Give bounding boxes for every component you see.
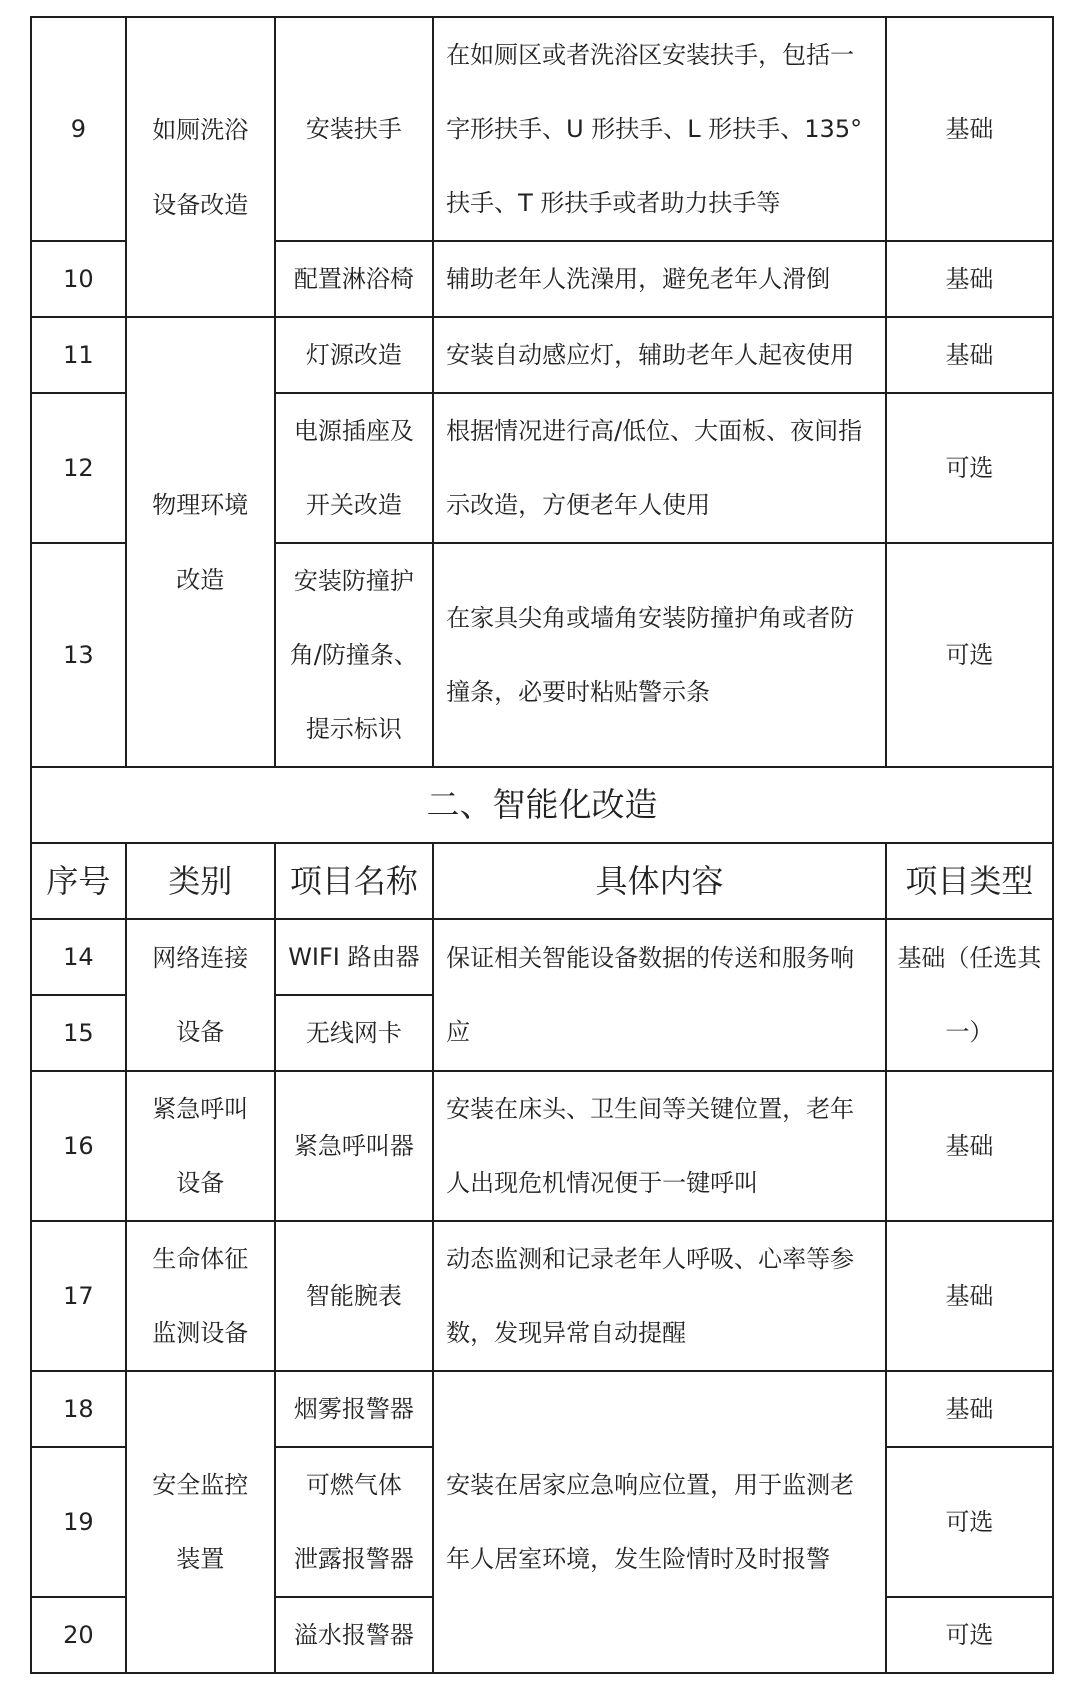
category-cell xyxy=(126,317,275,767)
content-line: 年人居室环境，发生险情时及时报警 xyxy=(446,1545,831,1573)
item-name-cell: 智能腕表 xyxy=(275,1221,433,1371)
type-cell: 可选 xyxy=(886,1597,1053,1673)
content-line: 人出现危机情况便于一键呼叫 xyxy=(446,1169,759,1197)
row-number: 13 xyxy=(31,543,126,767)
type-cell: 基础 xyxy=(886,1371,1053,1447)
item-name-line: 泄露报警器 xyxy=(293,1545,414,1573)
type-cell: 基础 xyxy=(886,317,1053,393)
category-line: 生命体征 xyxy=(152,1245,249,1273)
item-name-line: 电源插座及 xyxy=(293,417,414,445)
content-line: 保证相关智能设备数据的传送和服务响 xyxy=(446,944,855,972)
content-line: 安装在床头、卫生间等关键位置，老年 xyxy=(446,1095,855,1123)
item-name-cell: 安装扶手 xyxy=(275,17,433,241)
item-name-cell: 烟雾报警器 xyxy=(275,1371,433,1447)
header-content: 具体内容 xyxy=(433,843,886,919)
category-cell xyxy=(126,1371,275,1673)
row-number: 17 xyxy=(31,1221,126,1371)
item-name-cell: 紧急呼叫器 xyxy=(275,1071,433,1221)
table-row xyxy=(31,919,1053,995)
category-line: 物理环境 xyxy=(152,491,249,519)
content-line: 示改造，方便老年人使用 xyxy=(446,491,711,519)
category-cell xyxy=(126,17,275,317)
category-line: 如厕洗浴 xyxy=(152,116,249,144)
category-cell xyxy=(126,1071,275,1221)
item-name-cell xyxy=(275,1447,433,1597)
document-page xyxy=(30,16,1054,1674)
row-number: 11 xyxy=(31,317,126,393)
category-cell xyxy=(126,1221,275,1371)
content-cell xyxy=(433,543,886,767)
row-number: 19 xyxy=(31,1447,126,1597)
table-row xyxy=(31,1221,1053,1371)
item-name-cell xyxy=(275,543,433,767)
item-name-line: 可燃气体 xyxy=(305,1471,402,1499)
type-cell: 可选 xyxy=(886,543,1053,767)
header-category: 类别 xyxy=(126,843,275,919)
type-cell: 可选 xyxy=(886,1447,1053,1597)
type-cell: 基础 xyxy=(886,1071,1053,1221)
type-line: 一） xyxy=(945,1018,994,1046)
category-line: 紧急呼叫 xyxy=(152,1095,249,1123)
content-cell xyxy=(433,393,886,543)
renovation-table xyxy=(30,16,1054,1674)
category-line: 监测设备 xyxy=(152,1319,249,1347)
content-line: 在如厕区或者洗浴区安装扶手，包括一 xyxy=(446,41,855,69)
table-row xyxy=(31,1071,1053,1221)
item-name-cell: 溢水报警器 xyxy=(275,1597,433,1673)
item-name-cell: 灯源改造 xyxy=(275,317,433,393)
row-number: 18 xyxy=(31,1371,126,1447)
content-cell xyxy=(433,919,886,1071)
type-line: 基础（任选其 xyxy=(897,944,1042,972)
content-line: 安装在居家应急响应位置，用于监测老 xyxy=(446,1471,855,1499)
row-number: 14 xyxy=(31,919,126,995)
table-row xyxy=(31,1371,1053,1447)
item-name-cell: WIFI 路由器 xyxy=(275,919,433,995)
item-name-cell: 配置淋浴椅 xyxy=(275,241,433,317)
content-cell: 安装自动感应灯，辅助老年人起夜使用 xyxy=(433,317,886,393)
content-line: 应 xyxy=(446,1018,471,1046)
section-row xyxy=(31,767,1053,843)
type-cell: 可选 xyxy=(886,393,1053,543)
content-cell xyxy=(433,1371,886,1673)
row-number: 10 xyxy=(31,241,126,317)
category-line: 装置 xyxy=(176,1545,225,1573)
content-cell xyxy=(433,17,886,241)
table-row xyxy=(31,317,1053,393)
row-number: 20 xyxy=(31,1597,126,1673)
row-number: 9 xyxy=(31,17,126,241)
content-line: 字形扶手、U 形扶手、L 形扶手、135° xyxy=(446,115,863,143)
content-line: 动态监测和记录老年人呼吸、心率等参 xyxy=(446,1245,855,1273)
table-row xyxy=(31,17,1053,241)
content-cell xyxy=(433,1221,886,1371)
content-cell xyxy=(433,1071,886,1221)
item-name-line: 提示标识 xyxy=(305,715,402,743)
category-line: 设备 xyxy=(176,1169,225,1197)
row-number: 12 xyxy=(31,393,126,543)
item-name-line: 开关改造 xyxy=(305,491,402,519)
type-cell: 基础 xyxy=(886,1221,1053,1371)
content-line: 扶手、T 形扶手或者助力扶手等 xyxy=(446,189,781,217)
category-line: 网络连接 xyxy=(152,944,249,972)
content-line: 撞条，必要时粘贴警示条 xyxy=(446,678,711,706)
category-line: 安全监控 xyxy=(152,1471,249,1499)
content-line: 数，发现异常自动提醒 xyxy=(446,1319,687,1347)
category-cell xyxy=(126,919,275,1071)
item-name-line: 安装防撞护 xyxy=(293,567,414,595)
content-line: 根据情况进行高/低位、大面板、夜间指 xyxy=(446,417,863,445)
category-line: 改造 xyxy=(176,566,225,594)
item-name-cell xyxy=(275,393,433,543)
header-item-name: 项目名称 xyxy=(275,843,433,919)
row-number: 16 xyxy=(31,1071,126,1221)
item-name-line: 角/防撞条、 xyxy=(289,641,418,669)
content-line: 在家具尖角或墙角安装防撞护角或者防 xyxy=(446,604,855,632)
type-cell: 基础 xyxy=(886,17,1053,241)
content-cell: 辅助老年人洗澡用，避免老年人滑倒 xyxy=(433,241,886,317)
section-title: 二、智能化改造 xyxy=(31,767,1053,843)
category-line: 设备 xyxy=(176,1018,225,1046)
category-line: 设备改造 xyxy=(152,191,249,219)
type-cell: 基础 xyxy=(886,241,1053,317)
item-name-cell: 无线网卡 xyxy=(275,995,433,1071)
header-type: 项目类型 xyxy=(886,843,1053,919)
row-number: 15 xyxy=(31,995,126,1071)
header-row xyxy=(31,843,1053,919)
type-cell xyxy=(886,919,1053,1071)
header-no: 序号 xyxy=(31,843,126,919)
